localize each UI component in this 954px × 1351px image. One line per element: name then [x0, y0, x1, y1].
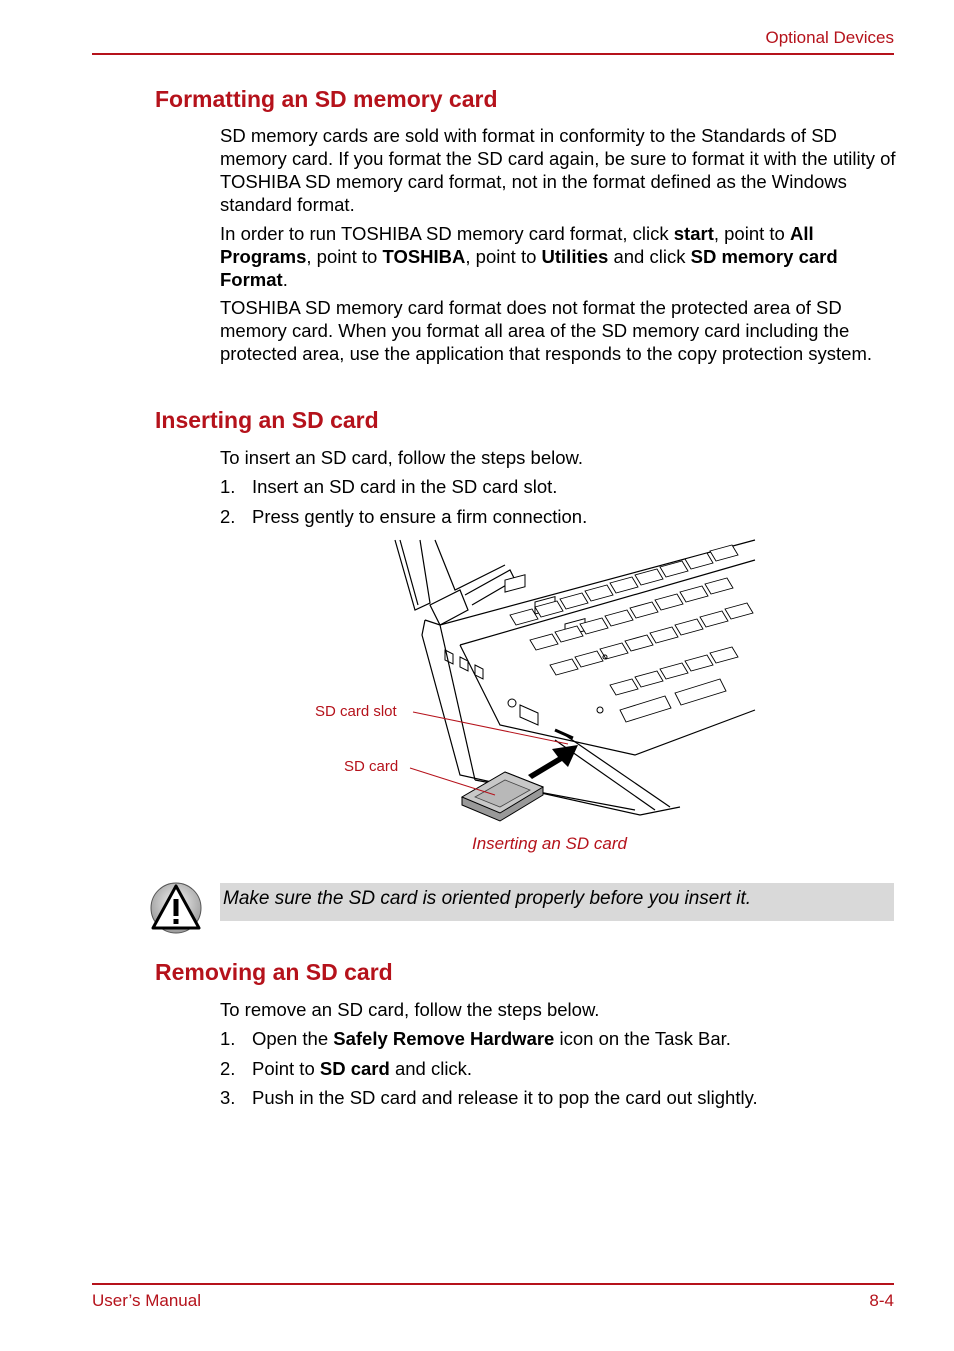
heading-removing: Removing an SD card	[155, 959, 393, 985]
heading-inserting: Inserting an SD card	[155, 407, 379, 433]
formatting-paragraph-1: SD memory cards are sold with format in conformity to the Standards of SD memory card. If you format the SD card again, be sure to format it with the utility of TOSHIBA SD memory card format, not in the format defined as the Windows standard format.	[220, 125, 896, 215]
removing-step-2: 2. Point to SD card and click.	[220, 1058, 473, 1079]
callout-sd-card: SD card	[344, 758, 399, 775]
page-number: 8-4	[869, 1291, 894, 1310]
inserting-step-2: 2. Press gently to ensure a firm connection.	[220, 506, 588, 527]
removing-step-3: 3. Push in the SD card and release it to pop the card out slightly.	[220, 1087, 758, 1108]
running-header: Optional Devices	[765, 28, 894, 47]
heading-formatting: Formatting an SD memory card	[155, 86, 498, 112]
footer-manual-title: User’s Manual	[92, 1291, 201, 1310]
callout-sd-card-slot: SD card slot	[315, 703, 397, 720]
formatting-paragraph-2: In order to run TOSHIBA SD memory card format, click start, point to All Programs, point to TOSHIBA, point to Utilities and click SD memory card Format.	[220, 223, 838, 290]
removing-intro: To remove an SD card, follow the steps below.	[220, 999, 600, 1020]
caution-note	[220, 883, 894, 921]
header-rule	[92, 53, 894, 55]
caution-text: Make sure the SD card is oriented properly before you insert it.	[223, 888, 752, 909]
footer-rule	[92, 1283, 894, 1285]
inserting-step-1: 1. Insert an SD card in the SD card slot.	[220, 476, 558, 497]
warning-triangle-icon	[150, 882, 202, 934]
sd-card-insertion-illustration	[300, 535, 770, 835]
removing-step-1: 1. Open the Safely Remove Hardware icon on the Task Bar.	[220, 1028, 731, 1049]
figure-caption: Inserting an SD card	[472, 834, 627, 853]
inserting-intro: To insert an SD card, follow the steps below.	[220, 447, 583, 468]
formatting-paragraph-3: TOSHIBA SD memory card format does not format the protected area of SD memory card. When you format all area of the SD memory card including the protected area, use the application that responds to the copy protection system.	[220, 297, 872, 364]
